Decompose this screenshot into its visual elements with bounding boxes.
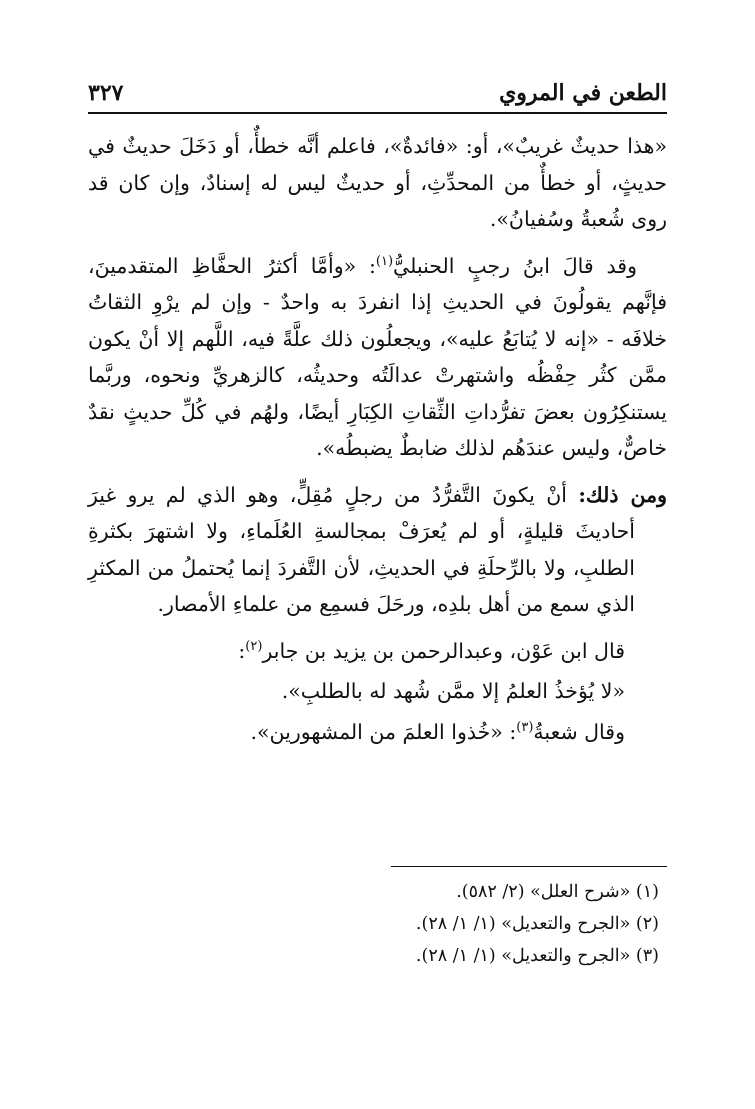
quote-line-2: «لا يُؤخذُ العلمُ إلا ممَّن شُهد له بالطلبِ». [281, 679, 625, 703]
quote-1-end: : [238, 638, 246, 663]
paragraph-2 [88, 248, 667, 467]
footnote-1: (١) «شرح العلل» (٢/ ٥٨٢). [456, 882, 659, 902]
paragraph-3 [88, 477, 667, 623]
footnote-ref-1: (١) [375, 253, 394, 269]
paragraph-1: «هذا حديثٌ غريبٌ»، أو: «فائدةٌ»، فاعلم أنَّه خطأٌ، أو دَخَلَ حديثٌ في حديثٍ، أو خطأٌ من المحدِّثِ، أو حديثٌ ليس له إسنادٌ، وإن كان قد روى شُعبةُ وسُفيانُ». [88, 134, 667, 231]
running-header [88, 66, 667, 106]
paragraph-2-start: وقد قالَ ابنُ رجبٍ الحنبليُّ [393, 253, 637, 278]
footnote-3: (٣) «الجرح والتعديل» (١/ ١/ ٢٨). [415, 946, 659, 966]
header-rule [88, 112, 667, 114]
paragraph-3-lead: ومن ذلك: [578, 482, 667, 507]
body-text [88, 128, 667, 754]
paragraph-3-text: أنْ يكونَ التَّفرُّدُ من رجلٍ مُقِلٍّ، وهو الذي لم يرو غيرَ أحاديثَ قليلةٍ، أو لم يُعرَفْ بمجالسةِ العُلَماءِ، ولا اشتهرَ بكثرةِ الطلبِ، ولا بالرِّحلَةِ في الحديثِ، لأن التَّفردَ إنما يُحتملُ من المكثرِ الذي سمع من أهل بلدِه، ورحَلَ فسمِع من علماءِ الأمصار. [88, 482, 635, 616]
footnote-2: (٢) «الجرح والتعديل» (١/ ١/ ٢٨). [415, 914, 659, 934]
footnote-ref-2: (٢) [245, 638, 263, 654]
quote-line-3 [88, 714, 667, 751]
quote-3-rest: : «خُذوا العلمَ من المشهورين». [250, 719, 517, 744]
quote-1-text: قال ابن عَوْن، وعبدالرحمن بن يزيد بن جابر [262, 638, 625, 663]
quote-line-1 [88, 633, 667, 670]
footnote-ref-3: (٣) [516, 719, 534, 735]
paragraph-2-quote: : «وأمَّا أكثرُ الحفَّاظِ المتقدمينَ، فإنَّهم يقولُونَ في الحديثِ إذا انفردَ به واحدٌ - وإن لم يرْوِ الثقاتُ خلافَه - «إنه لا يُتابَعُ عليه»، ويجعلُون ذلك علَّةً فيه، اللَّهم إلا أنْ يكون ممَّن كثُر حِفْظُه واشتهرتْ عدالَتُه وحديثُه، كالزهريِّ ونحوه، وربَّما يستنكِرُون بعضَ تفرُّداتِ الثِّقاتِ الكِبَارِ أيضًا، ولهُم في كُلِّ حديثٍ نقدٌ خاصٌّ، وليس عندَهُم لذلك ضابطٌ يضبطُه». [88, 253, 667, 460]
footnote-separator [391, 866, 667, 867]
chapter-title: الطعن في المروي [499, 80, 667, 106]
page-number: ٣٢٧ [88, 80, 124, 106]
footnotes [88, 876, 659, 972]
quote-3-text: وقال شعبةُ [533, 719, 625, 744]
